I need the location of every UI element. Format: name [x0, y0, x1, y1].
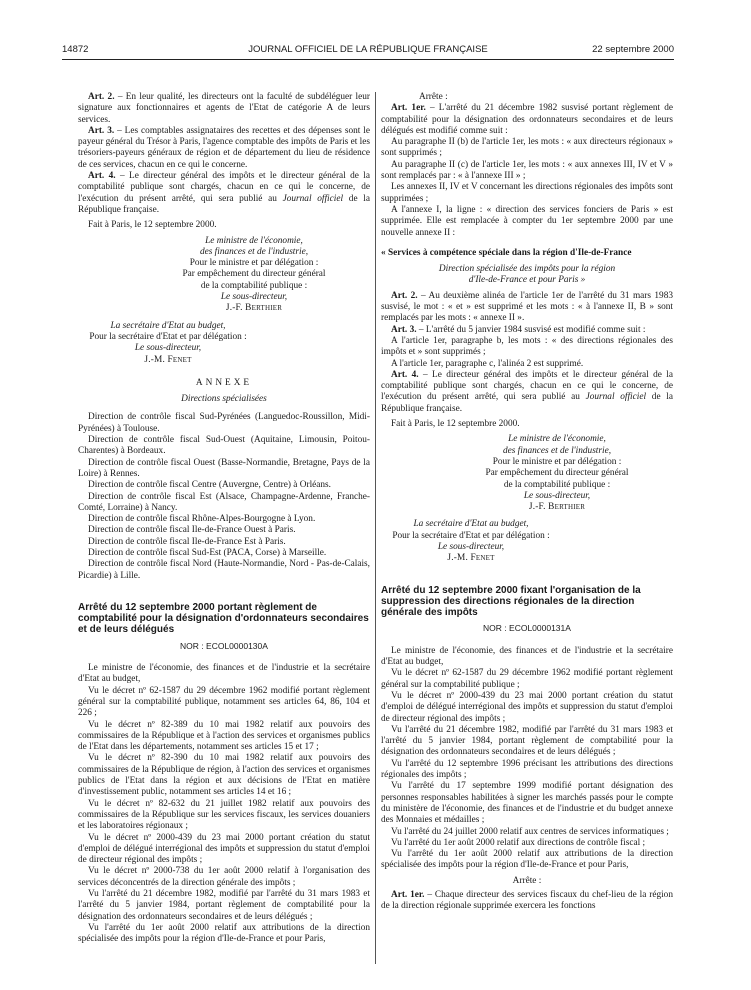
- decree-paragraph: Vu l'arrêté du 1er août 2000 relatif aux directions de contrôle fiscal ;: [391, 837, 646, 848]
- article-text: – Au deuxième alinéa de l'article 1er de l'arrêté du 31 mars 1983 susvisé, le mot : « et » est supprimé et les mots : « à l'annexe II, B » sont remplacés par les mots : « annexe II ».: [381, 290, 673, 324]
- decree-paragraph: Vu l'arrêté du 12 septembre 1996 précisant les attributions des directions régionales des impôts ;: [381, 758, 673, 781]
- article-3: [381, 325, 673, 336]
- header-rule: [62, 59, 674, 60]
- decree-paragraph: Vu l'arrêté du 24 juillet 2000 relatif aux centres de services informatiques ;: [391, 826, 669, 837]
- decree-title: Arrêté du 12 septembre 2000 portant règlement de comptabilité pour la désignation d'ordonnateurs secondaires et de leurs délégués: [78, 601, 369, 636]
- signature-line: de la comptabilité publique :: [200, 280, 308, 291]
- article-label: Art. 1er.: [391, 103, 426, 114]
- signature-line: La secrétaire d'Etat au budget,: [413, 519, 529, 530]
- signature-line: Pour le ministre et par délégation :: [492, 456, 622, 467]
- paragraph: A l'article 1er, paragraphe c, l'alinéa 2 est supprimé.: [391, 358, 584, 369]
- annexe-item: Direction de contrôle fiscal Rhône-Alpes-Bourgogne à Lyon.: [88, 514, 316, 525]
- column-separator: [375, 92, 376, 964]
- annexe-item: Direction de contrôle fiscal Ile-de-France Est à Paris.: [88, 536, 286, 547]
- signature-block-minister: [138, 236, 370, 315]
- journal-title: JOURNAL OFFICIEL DE LA RÉPUBLIQUE FRANÇAISE: [248, 44, 488, 55]
- article-text: – L'arrêté du 5 janvier 1984 susvisé est modifié comme suit :: [416, 324, 646, 335]
- signatory-name: J.-F. Berthier: [225, 303, 283, 314]
- decree-paragraph: Vu l'arrêté du 21 décembre 1982, modifié par l'arrêté du 31 mars 1983 et l'arrêté du 5 janvier 1984, portant règlement de comptabilité pour la désignation des ordonnateurs secondaires et de leurs délégués ;: [381, 724, 673, 758]
- decree-paragraph: Vu l'arrêté du 1er août 2000 relatif aux attributions de la direction spécialisée des impôts pour la région d'Ile-de-France et pour Paris,: [78, 922, 370, 945]
- article-text: – Chaque directeur des services fiscaux du chef-lieu de la région de la direction régionale supprimée exercera les fonctions: [381, 890, 673, 912]
- article-label: Art. 3.: [391, 324, 417, 335]
- decree-title: Arrêté du 12 septembre 2000 fixant l'organisation de la suppression des directions régionales de la direction générale des impôts: [381, 584, 641, 619]
- decree-paragraph: Le ministre de l'économie, des finances et de l'industrie et la secrétaire d'Etat au budget,: [381, 645, 673, 668]
- signature-line: Le sous-directeur,: [134, 343, 202, 354]
- paragraph: A l'annexe I, la ligne : « direction des services fonciers de Paris » est supprimée. Elle est remplacée à compter du 1er septembre 2000 par une nouvelle annexe II :: [381, 204, 673, 238]
- article-text: – L'arrêté du 21 décembre 1982 susvisé portant règlement de comptabilité pour la désignation des ordonnateurs secondaires et de leurs délégués est modifié comme suit :: [381, 103, 673, 136]
- signature-line: Pour le ministre et par délégation :: [189, 258, 319, 269]
- annexe-item: Direction de contrôle fiscal Sud-Ouest (Aquitaine, Limousin, Poitou-Charentes) à Bordeaux.: [78, 435, 370, 457]
- paragraph: Au paragraphe II (c) de l'article 1er, les mots : « aux annexes III, IV et V » sont remplacés par : « à l'annexe III » ;: [381, 159, 673, 182]
- signatory-name: J.-M. Fenet: [447, 553, 495, 564]
- article-label: Art. 4.: [391, 369, 419, 380]
- service-subheading: [381, 264, 673, 287]
- annexe-list: [78, 412, 370, 581]
- signature-line: Pour la secrétaire d'Etat et par délégation :: [392, 530, 550, 541]
- signature-block-minister: [441, 434, 673, 513]
- annexe-item: Direction de contrôle fiscal Ouest (Basse-Normandie, Bretagne, Pays de la Loire) à Rennes.: [78, 457, 370, 479]
- annexe-item: Direction de contrôle fiscal Nord (Haute-Normandie, Nord - Pas-de-Calais, Picardie) à Lille.: [78, 559, 370, 581]
- signatory-name: J.-F. Berthier: [528, 502, 586, 513]
- decree-body: [78, 663, 370, 945]
- decree-paragraph: Vu l'arrêté du 1er août 2000 relatif aux attributions de la direction spécialisée des impôts pour la région d'Ile-de-France et pour Paris,: [381, 849, 673, 871]
- arrete-line: Arrête :: [419, 92, 448, 102]
- article-2: [381, 291, 673, 325]
- article-label: Art. 4.: [88, 171, 116, 182]
- signature-line: Le sous-directeur,: [437, 541, 505, 552]
- article-text: de la République française.: [381, 392, 673, 414]
- paragraph: A l'article 1er, paragraphe b, les mots : « des directions régionales des impôts et » sont supprimés ;: [381, 335, 673, 358]
- decree-paragraph: Vu l'arrêté du 21 décembre 1982, modifié par l'arrêté du 31 mars 1983 et l'arrêté du 5 janvier 1984, portant règlement de comptabilité pour la désignation des ordonnateurs secondaires et de leurs délégués ;: [78, 889, 370, 922]
- article-text: – Les comptables assignataires des recettes et des dépenses sont le payeur général du Trésor à Paris, l'agence comptable des impôts de Paris et les trésoriers-payeurs généraux de région et de département du lieu de résidence de ces services, chacun en ce qui le concerne.: [78, 125, 370, 170]
- fait-line: Fait à Paris, le 12 septembre 2000.: [391, 419, 520, 430]
- article-label: Art. 3.: [88, 125, 115, 136]
- annexe-subtitle: Directions spécialisées: [181, 394, 267, 405]
- decree-paragraph: Vu le décret nº 2000-738 du 1er août 2000 relatif à l'organisation des services déconcentrés de la direction générale des impôts ;: [78, 866, 370, 888]
- article-3: [78, 126, 370, 171]
- article-1: [381, 890, 673, 913]
- signature-line: Le ministre de l'économie,: [508, 434, 606, 445]
- arrete-line: Arrête :: [512, 875, 542, 886]
- right-column: [381, 92, 673, 913]
- annexe-item: Direction de contrôle fiscal Ile-de-France Ouest à Paris.: [88, 525, 296, 536]
- page-number: 14872: [62, 44, 89, 55]
- signature-block-secretary: [381, 519, 561, 564]
- decree-paragraph: Vu le décret nº 82-390 du 10 mai 1982 relatif aux pouvoirs des commissaires de la République de région, à l'action des services et organismes publics de l'Etat dans la région et aux décisions de l'Etat en matière d'investissement public, notamment ses articles 14 et 16 ;: [78, 753, 370, 798]
- journal-reference: Journal officiel: [585, 392, 647, 403]
- decree-nor: NOR : ECOL0000130A: [180, 640, 268, 651]
- signature-block-secretary: [78, 321, 258, 366]
- decree-paragraph: Vu le décret nº 62-1587 du 29 décembre 1962 modifié portant règlement général sur la comptabilité publique, notamment ses articles 64, 86, 104 et 226 ;: [78, 685, 370, 719]
- article-2: [78, 92, 370, 126]
- decree-paragraph: Vu le décret nº 2000-439 du 23 mai 2000 portant création du statut d'emploi de délégué interrégional des impôts et suppression du statut d'emploi de directeur régional des impôts ;: [78, 832, 370, 866]
- page-header: [62, 44, 674, 58]
- signature-line: Le sous-directeur,: [523, 490, 591, 501]
- annexe-item: Direction de contrôle fiscal Sud-Pyrénées (Languedoc-Roussillon, Midi-Pyrénées) à Toulouse.: [78, 412, 370, 434]
- decree-paragraph: Vu le décret nº 62-1587 du 29 décembre 1962 modifié portant règlement général sur la comptabilité publique ;: [381, 668, 673, 690]
- service-subheading-line: Direction spécialisée des impôts pour la région: [438, 264, 616, 275]
- fait-line: Fait à Paris, le 12 septembre 2000.: [88, 220, 217, 231]
- article-text: – En leur qualité, les directeurs ont la faculté de subdéléguer leur signature aux fonctionnaires et agents de l'Etat de catégorie A de leurs services.: [78, 92, 371, 125]
- signature-line: Par empêchement du directeur général: [182, 269, 326, 280]
- article-1: [381, 103, 673, 137]
- service-subheading-line: d'Ile-de-France et pour Paris »: [468, 275, 586, 286]
- decree-paragraph: Vu le décret nº 2000-439 du 23 mai 2000 portant création du statut d'emploi de délégué interrégional des impôts et suppression du statut d'emploi de directeur régional des impôts ;: [381, 690, 673, 724]
- article-text: – Le directeur général des impôts et le directeur général de la comptabilité publique sont chargés, chacun en ce qui le concerne, de l'exécution du présent arrêté, qui sera publié au: [78, 171, 371, 204]
- article-text: – Le directeur général des impôts et le directeur général de la comptabilité publique sont chargés, chacun en ce qui le concerne, de l'exécution du présent arrêté, qui sera publié au: [381, 369, 674, 403]
- article-4: [381, 370, 673, 415]
- decree-body: [381, 646, 673, 872]
- article-label: Art. 2.: [391, 290, 418, 301]
- signature-line: Par empêchement du directeur général: [485, 468, 629, 479]
- article-4: [78, 171, 370, 216]
- decree-paragraph: Vu le décret nº 82-389 du 10 mai 1982 relatif aux pouvoirs des commissaires de la République et à l'action des services et organismes publics de l'Etat dans les départements, notamment ses articles 15 et 17 ;: [78, 719, 370, 753]
- annexe-item: Direction de contrôle fiscal Sud-Est (PACA, Corse) à Marseille.: [88, 547, 327, 558]
- annexe-item: Direction de contrôle fiscal Centre (Auvergne, Centre) à Orléans.: [88, 480, 331, 491]
- decree-paragraph: Le ministre de l'économie, des finances et de l'industrie et la secrétaire d'Etat au budget,: [78, 663, 370, 685]
- signature-line: Pour la secrétaire d'Etat et par délégation :: [89, 331, 247, 342]
- signature-line: de la comptabilité publique :: [503, 479, 611, 490]
- journal-reference: Journal officiel: [282, 193, 344, 204]
- signature-line: La secrétaire d'Etat au budget,: [110, 320, 226, 331]
- decree-paragraph: Vu l'arrêté du 17 septembre 1999 modifié portant désignation des personnes responsables habilitées à signer les marchés passés pour le compte du ministère de l'économie, des finances et de l'industrie et du budget annexe des Monnaies et médailles ;: [381, 781, 673, 826]
- decree-nor: NOR : ECOL0000131A: [483, 623, 571, 634]
- article-label: Art. 2.: [88, 92, 115, 102]
- article-text: de la République française.: [78, 193, 370, 215]
- annexe-title: ANNEXE: [195, 377, 253, 388]
- paragraph: Les annexes II, IV et V concernant les directions régionales des impôts sont supprimées ;: [381, 182, 673, 204]
- paragraph: Au paragraphe II (b) de l'article 1er, les mots : « aux directeurs régionaux » sont supprimés ;: [381, 137, 673, 159]
- signature-line: Le sous-directeur,: [220, 292, 288, 303]
- signatory-name: J.-M. Fenet: [144, 354, 192, 365]
- decree-paragraph: Vu le décret nº 82-632 du 21 juillet 1982 relatif aux pouvoirs des commissaires de la République sur les services fiscaux, les services douaniers et les laboratoires régionaux ;: [78, 798, 370, 832]
- signature-line: des finances et de l'industrie,: [502, 445, 612, 456]
- signature-line: Le ministre de l'économie,: [205, 235, 303, 246]
- left-column: [78, 92, 370, 945]
- signature-line: des finances et de l'industrie,: [199, 246, 309, 257]
- article-label: Art. 1er.: [391, 890, 425, 900]
- service-heading: « Services à compétence spéciale dans la région d'Ile-de-France: [381, 247, 632, 258]
- annexe-item: Direction de contrôle fiscal Est (Alsace, Champagne-Ardenne, Franche-Comté, Lorraine) à Nancy.: [78, 491, 370, 513]
- issue-date: 22 septembre 2000: [592, 44, 674, 55]
